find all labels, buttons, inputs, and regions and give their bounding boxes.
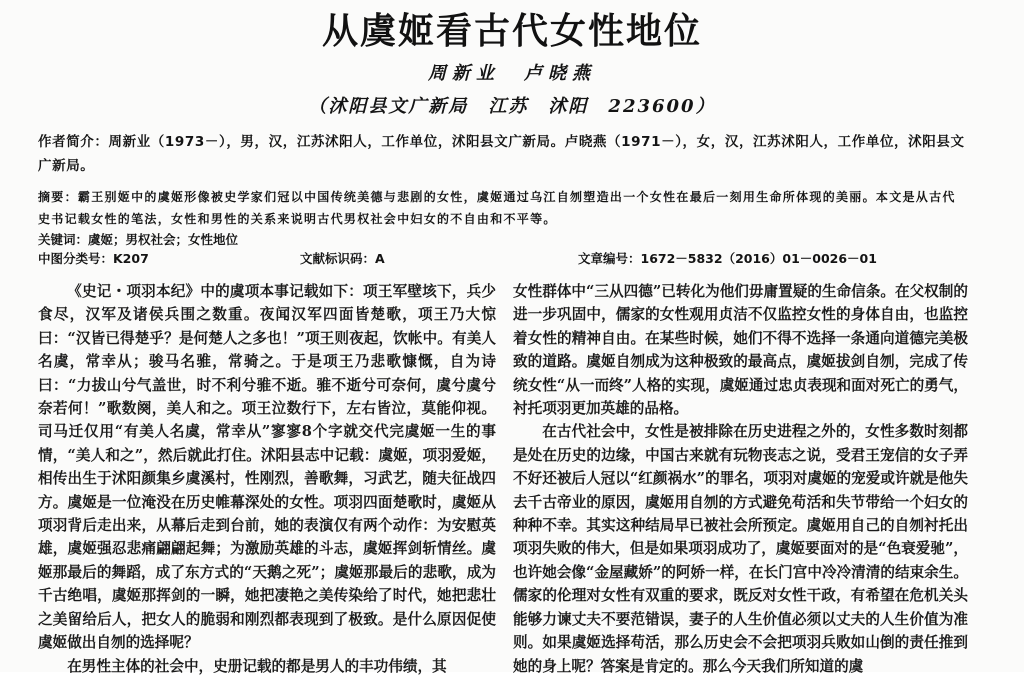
article-title: 从虞姬看古代女性地位 xyxy=(321,11,702,52)
classification-line xyxy=(38,249,988,269)
author-names: 周新业 卢晓燕 xyxy=(428,63,596,84)
body-paragraph: 《史记・项羽本纪》中的虞项本事记载如下：项王军壁垓下，兵少食尽，汉军及诸侯兵围之数重。夜闻汉军四面皆楚歌，项王乃大惊曰：“汉皆已得楚乎？是何楚人之多也！”项王则夜起，饮帐中。有美人名虞，常幸从；骏马名骓，常骑之。于是项王乃悲歌慷慨，自为诗曰：“力拔山兮气盖世，时不利兮骓不逝。骓不逝兮可奈何，虞兮虞兮奈若何！”歌数阕，美人和之。项王泣数行下，左右皆泣，莫能仰视。司马迁仅用“有美人名虞，常幸从”寥寥8个字就交代完虞姬一生的事情，“美人和之”，然后就此打住。沭阳县志中记载：虞姬，项羽爱姬，相传出生于沭阳颜集乡虞溪村，性刚烈，善歌舞，习武艺，随夫征战四方。虞姬是一位淹没在历史帷幕深处的女性。项羽四面楚歌时，虞姬从项羽背后走出来，从幕后走到台前，她的表演仅有两个动作：为安慰英雄，虞姬强忍悲痛翩翩起舞；为激励英雄的斗志，虞姬挥剑斩情丝。虞姬那最后的舞蹈，成了东方式的“天鹅之死”；虞姬那最后的悲歌，成为千古绝唱，虞姬那挥剑的一瞬，她把凄艳之美传染给了时代，她把悲壮之美留给后人，把女人的脆弱和刚烈都表现到了极致。是什么原因促使虞姬做出自刎的选择呢？ xyxy=(38,283,496,652)
body-column-left xyxy=(38,280,496,678)
body-paragraph: 在男性主体的社会中，史册记载的都是男人的丰功伟绩，其 xyxy=(67,657,447,675)
abstract: 摘要：霸王别姬中的虞姬形像被史学家们冠以中国传统美德与悲剧的女性，虞姬通过乌江自刎塑造出一个女性在最后一刻用生命所体现的美丽。本文是从古代史书记载女性的笔法，女性和男性的关系来说明古代男权社会中妇女的不自由和不平等。 xyxy=(38,190,956,226)
keywords: 关键词：虞姬；男权社会；女性地位 xyxy=(38,232,239,247)
clc-number: 中图分类号：K207 xyxy=(38,251,149,266)
body-paragraph: 在古代社会中，女性是被排除在历史进程之外的，女性多数时刻都是处在历史的边缘，中国古来就有玩物丧志之说，受君王宠信的女子弄不好还被后人冠以“红颜祸水”的罪名，项羽对虞姬的宠爱或许就是他失去千古帝业的原因，虞姬用自刎的方式避免苟活和失节带给一个妇女的种种不幸。其实这种结局早已被社会所预定。虞姬用自己的自刎衬托出项羽失败的伟大，但是如果项羽成功了，虞姬要面对的是“色衰爱驰”，也许她会像“金屋藏娇”的阿娇一样，在长门宫中冷冷清清的结束余生。儒家的伦理对女性有双重的要求，既反对女性干政，有希望在危机关头能够力谏丈夫不要范错误，妻子的人生价值必须以丈夫的人生价值为准则。如果虞姬选择苟活，那么历史会不会把项羽兵败如山倒的责任推到她的身上呢？答案是肯定的。那么今天我们所知道的虞 xyxy=(513,423,968,675)
article-number: 文章编号：1672－5832（2016）01－0026－01 xyxy=(578,251,877,266)
document-code: 文献标识码：A xyxy=(300,251,385,266)
author-affiliation: （沭阳县文广新局 江苏 沭阳 223600） xyxy=(308,96,716,117)
author-bio: 作者简介：周新业（1973－），男，汉，江苏沭阳人，工作单位，沭阳县文广新局。卢晓燕（1971－），女，汉，江苏沭阳人，工作单位，沭阳县文广新局。 xyxy=(38,134,965,174)
body-column-right xyxy=(513,280,968,678)
body-paragraph: 女性群体中“三从四德”已转化为他们毋庸置疑的生命信条。在父权制的进一步巩固中，儒家的女性观用贞洁不仅监控女性的身体自由，也监控着女性的精神自由。在某些时候，她们不得不选择一条通向道德完美极致的道路。虞姬自刎成为这种极致的最高点，虞姬拔剑自刎，完成了传统女性“从一而终”人格的实现，虞姬通过忠贞表现和面对死亡的勇气，衬托项羽更加英雄的品格。 xyxy=(513,283,968,418)
